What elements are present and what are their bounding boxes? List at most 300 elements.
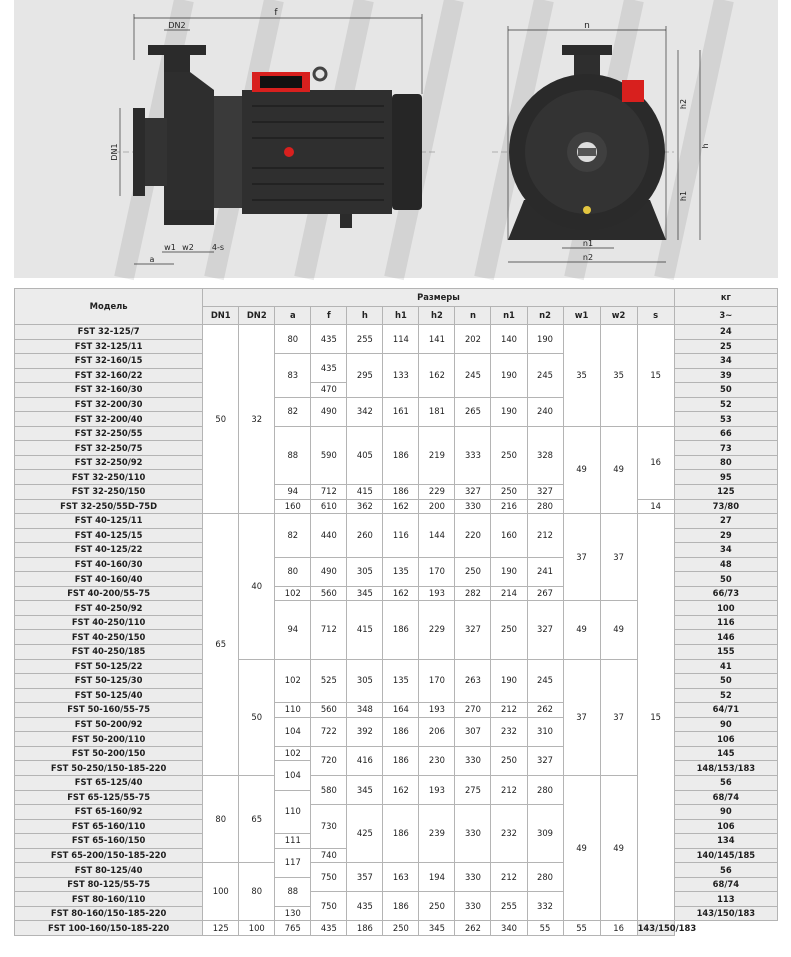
model-cell: FST 50-200/110 xyxy=(15,732,203,747)
cell-w1: 55 xyxy=(527,921,563,936)
cell-n1: 250 xyxy=(491,601,527,659)
cell-f: 470 xyxy=(311,383,347,398)
weight-cell: 56 xyxy=(674,775,777,790)
model-cell: FST 32-200/30 xyxy=(15,397,203,412)
cell-w2: 35 xyxy=(600,325,637,427)
cell-h1: 186 xyxy=(383,426,419,484)
weight-cell: 48 xyxy=(674,557,777,572)
model-cell: FST 80-125/40 xyxy=(15,863,203,878)
cell-n2: 212 xyxy=(527,514,563,558)
cell-w1: 49 xyxy=(563,775,600,920)
cell-a: 83 xyxy=(275,354,311,398)
cell-n1: 190 xyxy=(491,397,527,426)
header-model: Модель xyxy=(15,289,203,325)
cell-f: 560 xyxy=(311,703,347,718)
dim-s-label: 4-s xyxy=(211,243,225,252)
cell-n2: 309 xyxy=(527,805,563,863)
weight-cell: 143/150/183 xyxy=(674,906,777,921)
cell-h1: 135 xyxy=(383,659,419,703)
cell-a: 160 xyxy=(275,499,311,514)
weight-cell: 106 xyxy=(674,732,777,747)
cell-h1: 161 xyxy=(383,397,419,426)
weight-cell: 148/153/183 xyxy=(674,761,777,776)
model-cell: FST 40-250/110 xyxy=(15,615,203,630)
weight-cell: 50 xyxy=(674,674,777,689)
cell-w1: 37 xyxy=(563,514,600,601)
cell-h1: 186 xyxy=(383,717,419,746)
dim-h2-label: h2 xyxy=(679,98,688,110)
model-cell: FST 32-160/15 xyxy=(15,354,203,369)
cell-s: 16 xyxy=(637,426,674,499)
cell-f: 712 xyxy=(311,601,347,659)
cell-w2: 49 xyxy=(600,775,637,920)
cell-n1: 212 xyxy=(491,863,527,892)
dim-dn1-label: DN1 xyxy=(110,143,119,161)
dim-n1-label: n1 xyxy=(582,239,594,248)
cell-f: 525 xyxy=(311,659,347,703)
cell-a: 80 xyxy=(275,325,311,354)
spec-table-body xyxy=(15,325,778,936)
table-row xyxy=(15,921,778,936)
cell-h: 348 xyxy=(347,703,383,718)
model-cell: FST 65-160/150 xyxy=(15,834,203,849)
model-cell: FST 32-160/30 xyxy=(15,383,203,398)
cell-w2: 55 xyxy=(563,921,600,936)
cell-h1: 133 xyxy=(383,354,419,398)
cell-h: 357 xyxy=(347,863,383,892)
model-cell: FST 32-250/92 xyxy=(15,455,203,470)
cell-a: 80 xyxy=(275,557,311,586)
cell-a: 94 xyxy=(275,601,311,659)
cell-f: 610 xyxy=(311,499,347,514)
cell-f: 560 xyxy=(311,586,347,601)
model-cell: FST 80-160/110 xyxy=(15,892,203,907)
table-row xyxy=(15,514,778,529)
cell-n: 270 xyxy=(455,703,491,718)
cell-n2: 328 xyxy=(527,426,563,484)
cell-f: 740 xyxy=(311,848,347,863)
cell-h2: 229 xyxy=(419,601,455,659)
cell-h2: 194 xyxy=(419,863,455,892)
cell-w2: 49 xyxy=(600,601,637,659)
cell-dn2: 65 xyxy=(239,775,275,862)
cell-h1: 186 xyxy=(383,746,419,775)
model-cell: FST 32-250/110 xyxy=(15,470,203,485)
cell-h2: 193 xyxy=(419,775,455,804)
header-col-h: h xyxy=(347,307,383,325)
cell-f: 490 xyxy=(311,397,347,426)
cell-s: 15 xyxy=(637,325,674,427)
weight-cell: 116 xyxy=(674,615,777,630)
cell-w1: 49 xyxy=(563,426,600,513)
cell-n: 307 xyxy=(455,717,491,746)
cell-h2: 193 xyxy=(419,586,455,601)
header-col-n2: n2 xyxy=(527,307,563,325)
cell-h1: 186 xyxy=(383,601,419,659)
cell-f: 750 xyxy=(311,863,347,892)
cell-h: 305 xyxy=(347,659,383,703)
cell-n2: 332 xyxy=(527,892,563,921)
cell-f: 722 xyxy=(311,717,347,746)
model-cell: FST 65-160/110 xyxy=(15,819,203,834)
model-cell: FST 32-250/150 xyxy=(15,485,203,500)
cell-h2: 181 xyxy=(419,397,455,426)
cell-h2: 193 xyxy=(419,703,455,718)
weight-cell: 140/145/185 xyxy=(674,848,777,863)
cell-a: 94 xyxy=(275,485,311,500)
cell-dn2: 100 xyxy=(239,921,275,936)
spec-table xyxy=(14,288,778,936)
cell-h: 255 xyxy=(347,325,383,354)
cell-f: 440 xyxy=(311,514,347,558)
cell-n2: 310 xyxy=(527,717,563,746)
cell-n: 220 xyxy=(455,514,491,558)
cell-h1: 186 xyxy=(383,805,419,863)
cell-s: 15 xyxy=(637,514,674,921)
model-cell: FST 32-250/75 xyxy=(15,441,203,456)
cell-dn2: 80 xyxy=(239,863,275,921)
cell-h: 435 xyxy=(347,892,383,921)
model-cell: FST 50-200/92 xyxy=(15,717,203,732)
cell-f: 490 xyxy=(311,557,347,586)
weight-cell: 68/74 xyxy=(674,790,777,805)
dim-a-label: a xyxy=(149,255,155,264)
model-cell: FST 65-200/150-185-220 xyxy=(15,848,203,863)
cell-s: 16 xyxy=(600,921,637,936)
cell-h1: 162 xyxy=(383,586,419,601)
cell-f: 590 xyxy=(311,426,347,484)
cell-a: 88 xyxy=(275,877,311,906)
cell-n1: 190 xyxy=(491,557,527,586)
cell-n1: 262 xyxy=(455,921,491,936)
cell-f: 712 xyxy=(311,485,347,500)
cell-n1: 212 xyxy=(491,703,527,718)
model-cell: FST 50-250/150-185-220 xyxy=(15,761,203,776)
cell-s: 14 xyxy=(637,499,674,514)
cell-h: 295 xyxy=(347,354,383,398)
cell-h: 416 xyxy=(347,746,383,775)
cell-n: 275 xyxy=(455,775,491,804)
cell-h: 362 xyxy=(347,499,383,514)
weight-cell: 73/80 xyxy=(674,499,777,514)
cell-h2: 239 xyxy=(419,805,455,863)
cell-h: 405 xyxy=(347,426,383,484)
weight-cell: 125 xyxy=(674,485,777,500)
model-cell: FST 80-125/55-75 xyxy=(15,877,203,892)
cell-n1: 216 xyxy=(491,499,527,514)
dim-w1-label: w1 xyxy=(164,243,176,252)
header-col-w2: w2 xyxy=(600,307,637,325)
weight-cell: 66/73 xyxy=(674,586,777,601)
cell-a: 130 xyxy=(275,906,311,921)
cell-f: 765 xyxy=(275,921,311,936)
cell-n1: 212 xyxy=(491,775,527,804)
model-cell: FST 40-125/22 xyxy=(15,543,203,558)
weight-cell: 113 xyxy=(674,892,777,907)
cell-h: 415 xyxy=(347,601,383,659)
cell-h: 345 xyxy=(347,586,383,601)
cell-f: 750 xyxy=(311,892,347,921)
model-cell: FST 32-160/22 xyxy=(15,368,203,383)
weight-cell: 50 xyxy=(674,383,777,398)
cell-h1: 116 xyxy=(383,514,419,558)
header-col-f: f xyxy=(311,307,347,325)
weight-cell: 66 xyxy=(674,426,777,441)
header-col-s: s xyxy=(637,307,674,325)
cell-n: 202 xyxy=(455,325,491,354)
cell-n1: 190 xyxy=(491,659,527,703)
cell-a: 110 xyxy=(275,790,311,834)
cell-h2: 141 xyxy=(419,325,455,354)
cell-dn1: 65 xyxy=(203,514,239,776)
header-col-dn1: DN1 xyxy=(203,307,239,325)
cell-n: 330 xyxy=(455,805,491,863)
weight-cell: 50 xyxy=(674,572,777,587)
table-row xyxy=(15,499,778,514)
cell-h1: 186 xyxy=(383,485,419,500)
cell-n1: 140 xyxy=(491,325,527,354)
model-cell: FST 50-125/30 xyxy=(15,674,203,689)
cell-f: 730 xyxy=(311,805,347,849)
weight-cell: 106 xyxy=(674,819,777,834)
model-cell: FST 32-250/55D-75D xyxy=(15,499,203,514)
cell-h: 435 xyxy=(311,921,347,936)
weight-cell: 25 xyxy=(674,339,777,354)
cell-f: 580 xyxy=(311,775,347,804)
model-cell: FST 40-200/55-75 xyxy=(15,586,203,601)
table-row xyxy=(15,325,778,340)
cell-n2: 240 xyxy=(527,397,563,426)
cell-dn1: 125 xyxy=(203,921,239,936)
model-cell: FST 50-125/40 xyxy=(15,688,203,703)
cell-n2: 327 xyxy=(527,485,563,500)
dim-n-label: n xyxy=(584,21,590,31)
model-cell: FST 32-200/40 xyxy=(15,412,203,427)
cell-n2: 327 xyxy=(527,601,563,659)
model-cell: FST 40-125/11 xyxy=(15,514,203,529)
cell-dn1: 50 xyxy=(203,325,239,514)
header-col-n: n xyxy=(455,307,491,325)
cell-h: 425 xyxy=(347,805,383,863)
cell-w1: 37 xyxy=(563,659,600,775)
cell-n1: 232 xyxy=(491,717,527,746)
cell-n2: 280 xyxy=(527,863,563,892)
cell-h1: 164 xyxy=(383,703,419,718)
weight-cell: 41 xyxy=(674,659,777,674)
cell-n2: 267 xyxy=(527,586,563,601)
cell-n2: 327 xyxy=(527,746,563,775)
header-col-h1: h1 xyxy=(383,307,419,325)
model-cell: FST 40-125/15 xyxy=(15,528,203,543)
model-cell: FST 32-125/11 xyxy=(15,339,203,354)
weight-cell: 145 xyxy=(674,746,777,761)
weight-cell: 64/71 xyxy=(674,703,777,718)
weight-cell: 155 xyxy=(674,645,777,660)
cell-n: 345 xyxy=(419,921,455,936)
cell-a: 102 xyxy=(275,659,311,703)
cell-w1: 49 xyxy=(563,601,600,659)
cell-h: 345 xyxy=(347,775,383,804)
cell-n: 263 xyxy=(455,659,491,703)
weight-cell: 39 xyxy=(674,368,777,383)
header-col-h2: h2 xyxy=(419,307,455,325)
weight-cell: 56 xyxy=(674,863,777,878)
model-cell: FST 65-125/40 xyxy=(15,775,203,790)
cell-a: 102 xyxy=(275,586,311,601)
cell-h: 392 xyxy=(347,717,383,746)
cell-w2: 49 xyxy=(600,426,637,513)
cell-h2: 170 xyxy=(419,659,455,703)
cell-w1: 35 xyxy=(563,325,600,427)
cell-n: 327 xyxy=(455,601,491,659)
weight-cell: 146 xyxy=(674,630,777,645)
model-cell: FST 65-125/55-75 xyxy=(15,790,203,805)
cell-n1: 190 xyxy=(491,354,527,398)
cell-h1: 135 xyxy=(383,557,419,586)
cell-a: 117 xyxy=(275,848,311,877)
cell-n: 330 xyxy=(455,746,491,775)
cell-n2: 190 xyxy=(527,325,563,354)
dim-f-label: f xyxy=(274,8,278,18)
cell-h1: 162 xyxy=(383,499,419,514)
weight-cell: 73 xyxy=(674,441,777,456)
cell-h1: 114 xyxy=(383,325,419,354)
cell-n: 245 xyxy=(455,354,491,398)
model-cell: FST 40-160/40 xyxy=(15,572,203,587)
weight-cell: 90 xyxy=(674,805,777,820)
cell-dn2: 50 xyxy=(239,659,275,775)
cell-h2: 250 xyxy=(419,892,455,921)
cell-h1: 162 xyxy=(383,775,419,804)
cell-n: 265 xyxy=(455,397,491,426)
cell-n1: 214 xyxy=(491,586,527,601)
model-cell: FST 40-250/185 xyxy=(15,645,203,660)
weight-cell: 27 xyxy=(674,514,777,529)
model-cell: FST 50-200/150 xyxy=(15,746,203,761)
weight-cell: 68/74 xyxy=(674,877,777,892)
cell-f: 720 xyxy=(311,746,347,775)
header-phase: 3~ xyxy=(674,307,777,325)
weight-cell: 52 xyxy=(674,688,777,703)
cell-a: 110 xyxy=(275,703,311,718)
model-cell: FST 65-160/92 xyxy=(15,805,203,820)
weight-cell: 80 xyxy=(674,455,777,470)
model-cell: FST 40-250/92 xyxy=(15,601,203,616)
weight-cell: 90 xyxy=(674,717,777,732)
model-cell: FST 50-160/55-75 xyxy=(15,703,203,718)
cell-h1: 186 xyxy=(347,921,383,936)
model-cell: FST 32-250/55 xyxy=(15,426,203,441)
cell-n2: 245 xyxy=(527,659,563,703)
cell-f: 435 xyxy=(311,325,347,354)
cell-dn1: 80 xyxy=(203,775,239,862)
cell-h: 305 xyxy=(347,557,383,586)
cell-h2: 170 xyxy=(419,557,455,586)
weight-cell: 29 xyxy=(674,528,777,543)
cell-n: 250 xyxy=(455,557,491,586)
header-col-dn2: DN2 xyxy=(239,307,275,325)
dim-h1-label: h1 xyxy=(679,190,688,202)
cell-n2: 340 xyxy=(491,921,527,936)
pump-drawing xyxy=(14,0,778,278)
weight-cell: 134 xyxy=(674,834,777,849)
cell-n2: 245 xyxy=(527,354,563,398)
model-cell: FST 40-250/150 xyxy=(15,630,203,645)
cell-a: 104 xyxy=(275,717,311,746)
cell-h: 415 xyxy=(347,485,383,500)
weight-cell: 24 xyxy=(674,325,777,340)
cell-n1: 232 xyxy=(491,805,527,863)
cell-h2: 206 xyxy=(419,717,455,746)
cell-h2: 162 xyxy=(419,354,455,398)
dim-w2-label: w2 xyxy=(182,243,194,252)
weight-cell: 52 xyxy=(674,397,777,412)
cell-h2: 250 xyxy=(383,921,419,936)
cell-h1: 163 xyxy=(383,863,419,892)
weight-cell: 34 xyxy=(674,354,777,369)
cell-h1: 186 xyxy=(383,892,419,921)
weight-cell: 34 xyxy=(674,543,777,558)
model-cell: FST 80-160/150-185-220 xyxy=(15,906,203,921)
header-col-n1: n1 xyxy=(491,307,527,325)
weight-cell: 53 xyxy=(674,412,777,427)
cell-h2: 144 xyxy=(419,514,455,558)
cell-n: 282 xyxy=(455,586,491,601)
cell-dn1: 100 xyxy=(203,863,239,921)
model-cell: FST 100-160/150-185-220 xyxy=(15,921,203,936)
cell-n: 327 xyxy=(455,485,491,500)
cell-n: 330 xyxy=(455,863,491,892)
cell-h2: 229 xyxy=(419,485,455,500)
cell-h: 260 xyxy=(347,514,383,558)
cell-n1: 250 xyxy=(491,426,527,484)
cell-a: 88 xyxy=(275,426,311,484)
cell-n2: 280 xyxy=(527,775,563,804)
weight-cell: 143/150/183 xyxy=(637,921,674,936)
dim-dn2-label: DN2 xyxy=(168,21,186,30)
cell-n: 333 xyxy=(455,426,491,484)
model-cell: FST 32-125/7 xyxy=(15,325,203,340)
cell-a: 102 xyxy=(275,746,311,761)
cell-h: 342 xyxy=(347,397,383,426)
cell-h2: 200 xyxy=(419,499,455,514)
table-row xyxy=(15,426,778,441)
header-dimensions: Размеры xyxy=(203,289,675,307)
cell-dn2: 32 xyxy=(239,325,275,514)
cell-n1: 255 xyxy=(491,892,527,921)
cell-n2: 280 xyxy=(527,499,563,514)
model-cell: FST 50-125/22 xyxy=(15,659,203,674)
dim-n2-label: n2 xyxy=(582,253,594,262)
weight-cell: 100 xyxy=(674,601,777,616)
cell-a: 104 xyxy=(275,761,311,790)
cell-n: 330 xyxy=(455,499,491,514)
cell-a: 82 xyxy=(275,397,311,426)
header-col-a: a xyxy=(275,307,311,325)
cell-h2: 219 xyxy=(419,426,455,484)
cell-h2: 230 xyxy=(419,746,455,775)
header-col-w1: w1 xyxy=(563,307,600,325)
cell-n: 330 xyxy=(455,892,491,921)
cell-dn2: 40 xyxy=(239,514,275,659)
cell-a: 111 xyxy=(275,834,311,849)
cell-f: 435 xyxy=(311,354,347,383)
cell-w2: 37 xyxy=(600,514,637,601)
cell-n1: 250 xyxy=(491,485,527,500)
header-kg: кг xyxy=(674,289,777,307)
cell-a: 82 xyxy=(275,514,311,558)
cell-n1: 250 xyxy=(491,746,527,775)
